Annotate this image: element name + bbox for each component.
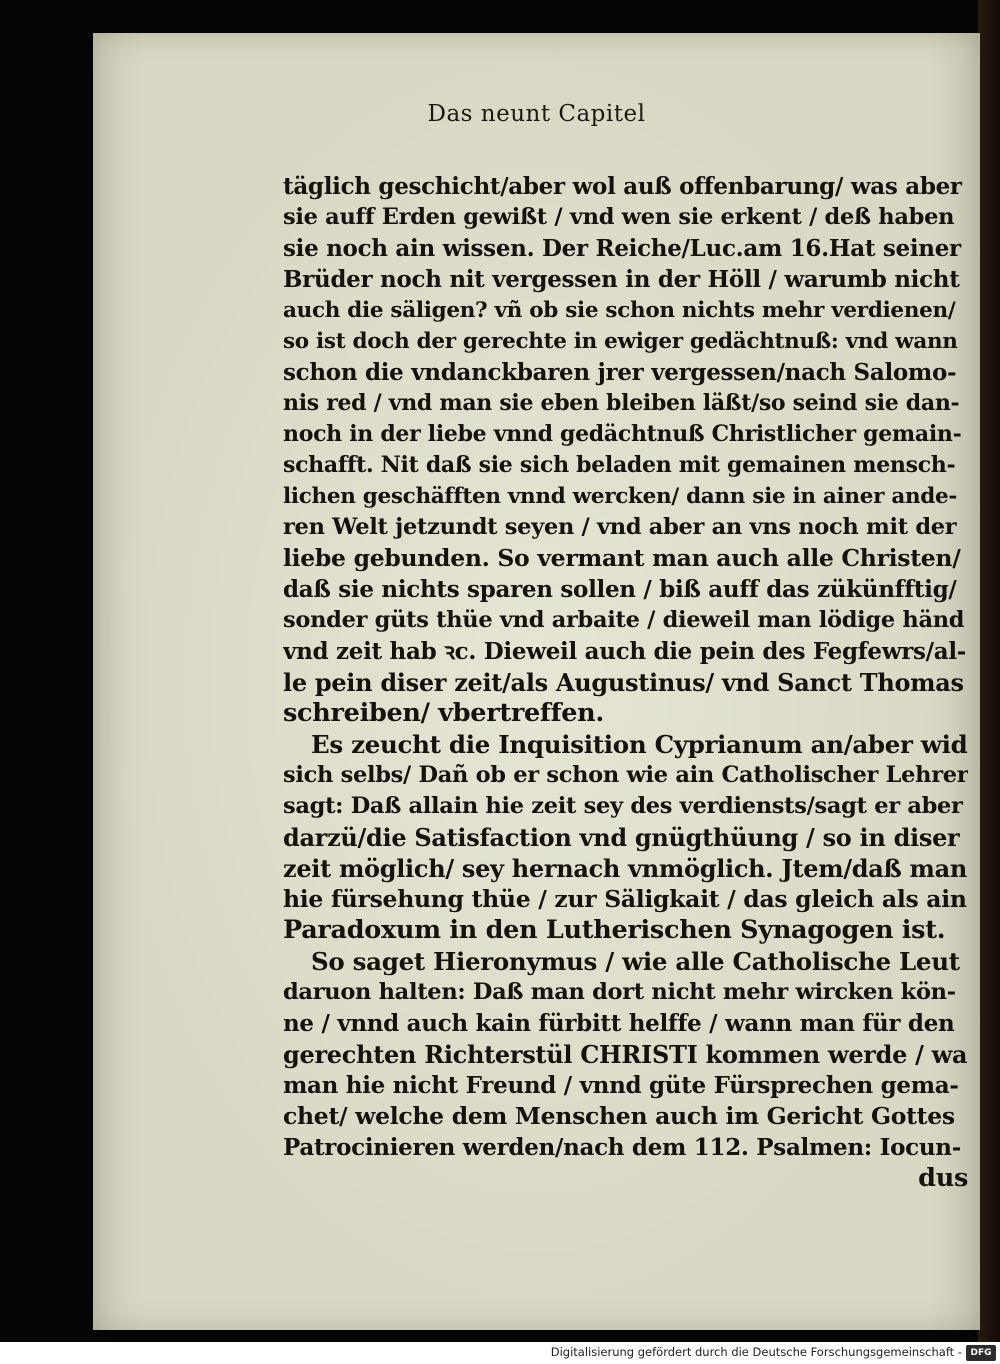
text-line: sich selbs/ Dañ ob er schon wie ain Catholischer Lehrer bbox=[283, 762, 968, 788]
text-line: So saget Hieronymus / wie alle Catholische Leut bbox=[311, 947, 960, 976]
text-line: ne / vnnd auch kain fürbitt helffe / wann man für den bbox=[283, 1010, 955, 1037]
text-line: gerechten Richterstül CHRISTI kommen werde / wa bbox=[283, 1040, 968, 1069]
text-line: Paradoxum in den Lutherischen Synagogen ist. bbox=[283, 915, 946, 945]
catchword: dus bbox=[918, 1163, 968, 1193]
book-edge bbox=[978, 0, 1000, 1342]
text-line: schafft. Nit daß sie sich beladen mit gemainen mensch- bbox=[283, 452, 956, 478]
text-line: Brüder noch nit vergessen in der Höll / warumb nicht bbox=[283, 266, 960, 293]
text-line: zeit möglich/ sey hernach vnmöglich. Jtem/daß man bbox=[283, 854, 967, 883]
text-line: lichen geschäfften vnnd wercken/ dann sie in ainer ande- bbox=[283, 484, 958, 509]
book-page bbox=[93, 33, 980, 1330]
text-line: le pein diser zeit/als Augustinus/ vnd Sanct Thomas bbox=[283, 668, 964, 697]
text-line: sie auff Erden gewißt / vnd wen sie erkent / deß haben bbox=[283, 204, 955, 230]
body-text bbox=[283, 171, 968, 1194]
text-line: so ist doch der gerechte in ewiger gedächtnuß: vnd wann bbox=[283, 329, 958, 354]
text-line: sie noch ain wissen. Der Reiche/Luc.am 16.Hat seiner bbox=[283, 235, 961, 262]
text-line: noch in der liebe vnnd gedächtnuß Christlicher gemain- bbox=[283, 421, 962, 447]
text-line: daruon halten: Daß man dort nicht mehr wircken kön- bbox=[283, 979, 956, 1005]
text-line: chet/ welche dem Menschen auch im Gericht Gottes bbox=[283, 1102, 955, 1130]
text-line: täglich geschicht/aber wol auß offenbarung/ was aber bbox=[283, 173, 962, 200]
text-line: liebe gebunden. So vermant man auch alle Christen/ bbox=[283, 544, 961, 572]
text-line: schon die vndanckbaren jrer vergessen/nach Salomo- bbox=[283, 359, 957, 386]
text-line: nis red / vnd man sie eben bleiben läßt/so seind sie dan- bbox=[283, 390, 960, 416]
text-line: daß sie nichts sparen sollen / biß auff das zükünfftig/ bbox=[283, 576, 957, 603]
text-line: hie fürsehung thüe / zur Säligkait / das gleich als ain bbox=[283, 885, 967, 913]
text-line: sonder güts thüe vnd arbaite / dieweil man lödige händ bbox=[283, 607, 965, 633]
text-line: Es zeucht die Inquisition Cyprianum an/aber wid bbox=[311, 730, 968, 759]
text-line: ren Welt jetzundt seyen / vnd aber an vns noch mit der bbox=[283, 514, 957, 540]
text-line: darzü/die Satisfaction vnd gnügthüung / so in diser bbox=[283, 823, 960, 852]
funding-credit: Digitalisierung gefördert durch die Deutsche Forschungsgemeinschaft - bbox=[550, 1345, 962, 1359]
text-line: schreiben/ vbertreffen. bbox=[283, 698, 604, 728]
dfg-logo-icon: DFG bbox=[966, 1345, 996, 1361]
text-line: Patrocinieren werden/nach dem 112. Psalmen: Iocun- bbox=[283, 1134, 961, 1161]
text-line: vnd zeit hab ꝛc. Dieweil auch die pein des Fegfewrs/al- bbox=[283, 638, 967, 665]
running-head: Das neunt Capitel bbox=[427, 101, 646, 127]
footer-bar bbox=[0, 1342, 1000, 1364]
text-line: auch die säligen? vñ ob sie schon nichts mehr verdienen/ bbox=[283, 298, 956, 323]
text-line: sagt: Daß allain hie zeit sey des verdiensts/sagt er aber bbox=[283, 793, 963, 819]
text-line: man hie nicht Freund / vnnd güte Fürsprechen gema- bbox=[283, 1072, 959, 1099]
